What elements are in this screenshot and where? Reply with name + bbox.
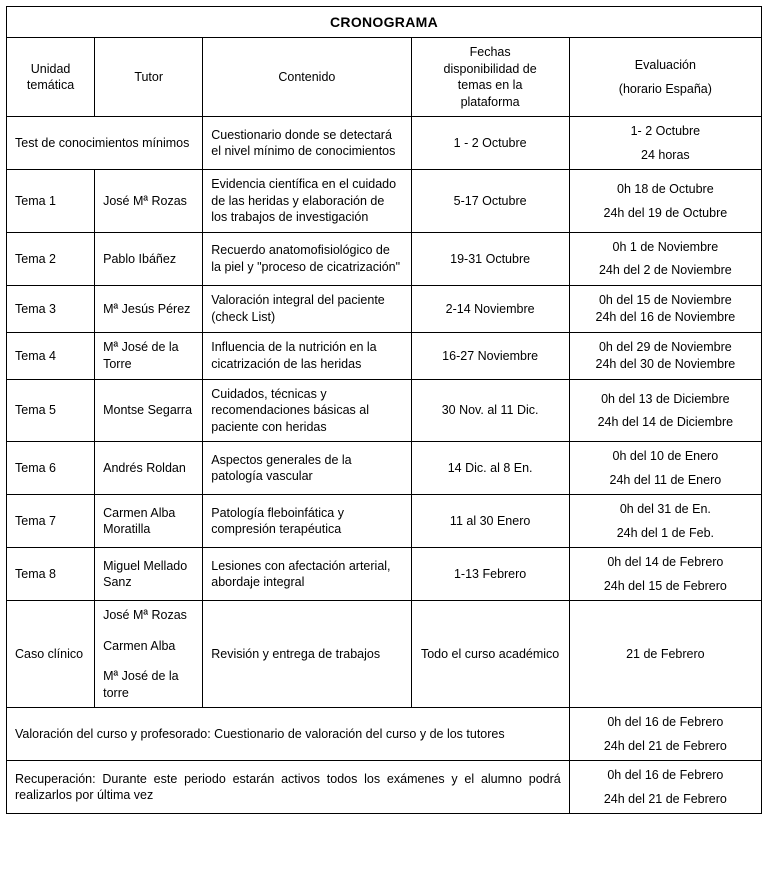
footer-row: [7, 761, 762, 814]
row-unidad: Caso clínico: [7, 601, 95, 708]
footer-evaluacion: [569, 708, 761, 761]
header-row: [7, 38, 762, 117]
table-row: [7, 601, 762, 708]
footer-eval-line1: 0h del 16 de Febrero: [607, 715, 724, 730]
footer-evaluacion: [569, 761, 761, 814]
row-fechas: 16-27 Noviembre: [411, 332, 569, 379]
row-fechas: 11 al 30 Enero: [411, 495, 569, 548]
row-contenido: Aspectos generales de la patología vascular: [203, 442, 411, 495]
row-tutor: Montse Segarra: [95, 379, 203, 442]
row-tutor: Carmen Alba Moratilla: [95, 495, 203, 548]
row-unidad: Tema 2: [7, 232, 95, 285]
row-evaluacion: [569, 442, 761, 495]
row-tutor: Mª Jesús Pérez: [95, 285, 203, 332]
row-evaluacion: [569, 285, 761, 332]
row-tutor-3: Mª José de la torre: [103, 669, 179, 700]
row-eval-line1: 0h del 31 de En.: [619, 502, 711, 517]
row-contenido: Influencia de la nutrición en la cicatrización de las heridas: [203, 332, 411, 379]
row-fechas: 1 - 2 Octubre: [411, 117, 569, 170]
row-eval-line1: 0h del 15 de Noviembre: [598, 292, 732, 307]
table-row: [7, 495, 762, 548]
row-evaluacion: [569, 332, 761, 379]
cronograma-table: [6, 6, 762, 814]
row-contenido: Lesiones con afectación arterial, abordaje integral: [203, 548, 411, 601]
row-eval-line1: 0h 1 de Noviembre: [612, 239, 719, 254]
footer-row: [7, 708, 762, 761]
header-unidad-line2: temática: [26, 78, 75, 93]
header-evaluacion: [569, 38, 761, 117]
header-evaluacion-line2: (horario España): [618, 81, 712, 96]
row-eval-line2: 24h del 1 de Feb.: [616, 525, 714, 540]
row-eval-line2: 24h del 11 de Enero: [609, 472, 722, 487]
row-unidad: Tema 1: [7, 170, 95, 233]
footer-eval-line2: 24h del 21 de Febrero: [603, 791, 727, 806]
row-unidad: Tema 8: [7, 548, 95, 601]
row-evaluacion: [569, 495, 761, 548]
row-eval-line2: 24h del 16 de Noviembre: [595, 310, 736, 325]
row-eval-line2: 24h del 14 de Diciembre: [597, 415, 734, 430]
row-eval-line2: 24h del 15 de Febrero: [603, 578, 727, 593]
header-evaluacion-line1: Evaluación: [634, 58, 696, 73]
row-contenido: Valoración integral del paciente (check List): [203, 285, 411, 332]
row-unidad: Tema 5: [7, 379, 95, 442]
row-fechas: 14 Dic. al 8 En.: [411, 442, 569, 495]
header-unidad-line1: Unidad: [30, 61, 71, 76]
row-eval-line2: 24h del 19 de Octubre: [603, 205, 728, 220]
row-tutor: Andrés Roldan: [95, 442, 203, 495]
header-fechas-line1: Fechas: [469, 45, 511, 60]
row-eval-line2: 24h del 30 de Noviembre: [595, 357, 736, 372]
header-fechas-line4: plataforma: [460, 94, 520, 109]
row-unidad: Tema 6: [7, 442, 95, 495]
row-eval-line1: 0h del 29 de Noviembre: [598, 339, 732, 354]
row-tutor: Mª José de la Torre: [95, 332, 203, 379]
row-evaluacion: [569, 170, 761, 233]
row-evaluacion: 21 de Febrero: [569, 601, 761, 708]
row-fechas: 1-13 Febrero: [411, 548, 569, 601]
header-contenido: Contenido: [203, 38, 411, 117]
row-contenido: Evidencia científica en el cuidado de las heridas y elaboración de los trabajos de investigación: [203, 170, 411, 233]
row-contenido: Patología fleboinfática y compresión terapéutica: [203, 495, 411, 548]
row-eval-line1: 0h 18 de Octubre: [617, 182, 714, 197]
row-tutor-1: José Mª Rozas: [103, 608, 187, 623]
footer-eval-line1: 0h del 16 de Febrero: [607, 768, 724, 783]
row-fechas: 30 Nov. al 11 Dic.: [411, 379, 569, 442]
row-eval-line1: 0h del 14 de Febrero: [607, 555, 724, 570]
row-unidad: Test de conocimientos mínimos: [7, 117, 203, 170]
header-unidad: [7, 38, 95, 117]
row-unidad: Tema 3: [7, 285, 95, 332]
row-tutor: José Mª Rozas: [95, 170, 203, 233]
row-tutor: Pablo Ibáñez: [95, 232, 203, 285]
row-evaluacion: [569, 117, 761, 170]
row-contenido: Cuidados, técnicas y recomendaciones básicas al paciente con heridas: [203, 379, 411, 442]
row-tutor-2: Carmen Alba: [103, 638, 176, 653]
table-row: [7, 117, 762, 170]
page-title: CRONOGRAMA: [7, 7, 762, 38]
table-row: [7, 548, 762, 601]
header-fechas-line2: disponibilidad de: [443, 61, 537, 76]
title-row: [7, 7, 762, 38]
table-row: [7, 232, 762, 285]
footer-text-recuperacion: Recuperación: Durante este periodo estarán activos todos los exámenes y el alumno podrá realizarlos por última vez: [7, 761, 570, 814]
table-row: [7, 379, 762, 442]
row-fechas: Todo el curso académico: [411, 601, 569, 708]
row-fechas: 5-17 Octubre: [411, 170, 569, 233]
row-fechas: 2-14 Noviembre: [411, 285, 569, 332]
header-tutor: Tutor: [95, 38, 203, 117]
footer-eval-line2: 24h del 21 de Febrero: [603, 738, 727, 753]
row-tutor: [95, 601, 203, 708]
table-row: [7, 442, 762, 495]
row-contenido: Cuestionario donde se detectará el nivel mínimo de conocimientos: [203, 117, 411, 170]
row-evaluacion: [569, 379, 761, 442]
row-fechas: 19-31 Octubre: [411, 232, 569, 285]
header-fechas-line3: temas en la: [457, 78, 523, 93]
row-eval-line1: 0h del 10 de Enero: [612, 449, 719, 464]
row-eval-line1: 1- 2 Octubre: [630, 124, 701, 139]
row-contenido: Revisión y entrega de trabajos: [203, 601, 411, 708]
footer-text-valoracion: Valoración del curso y profesorado: Cuestionario de valoración del curso y de los tutores: [7, 708, 570, 761]
row-eval-line2: 24h del 2 de Noviembre: [598, 263, 732, 278]
row-contenido: Recuerdo anatomofisiológico de la piel y "proceso de cicatrización": [203, 232, 411, 285]
row-tutor: Miguel Mellado Sanz: [95, 548, 203, 601]
header-fechas: [411, 38, 569, 117]
table-row: [7, 332, 762, 379]
row-evaluacion: [569, 232, 761, 285]
row-unidad: Tema 7: [7, 495, 95, 548]
table-row: [7, 285, 762, 332]
row-unidad: Tema 4: [7, 332, 95, 379]
row-eval-line1: 0h del 13 de Diciembre: [601, 391, 730, 406]
table-row: [7, 170, 762, 233]
row-eval-line2: 24 horas: [641, 147, 690, 162]
row-evaluacion: [569, 548, 761, 601]
